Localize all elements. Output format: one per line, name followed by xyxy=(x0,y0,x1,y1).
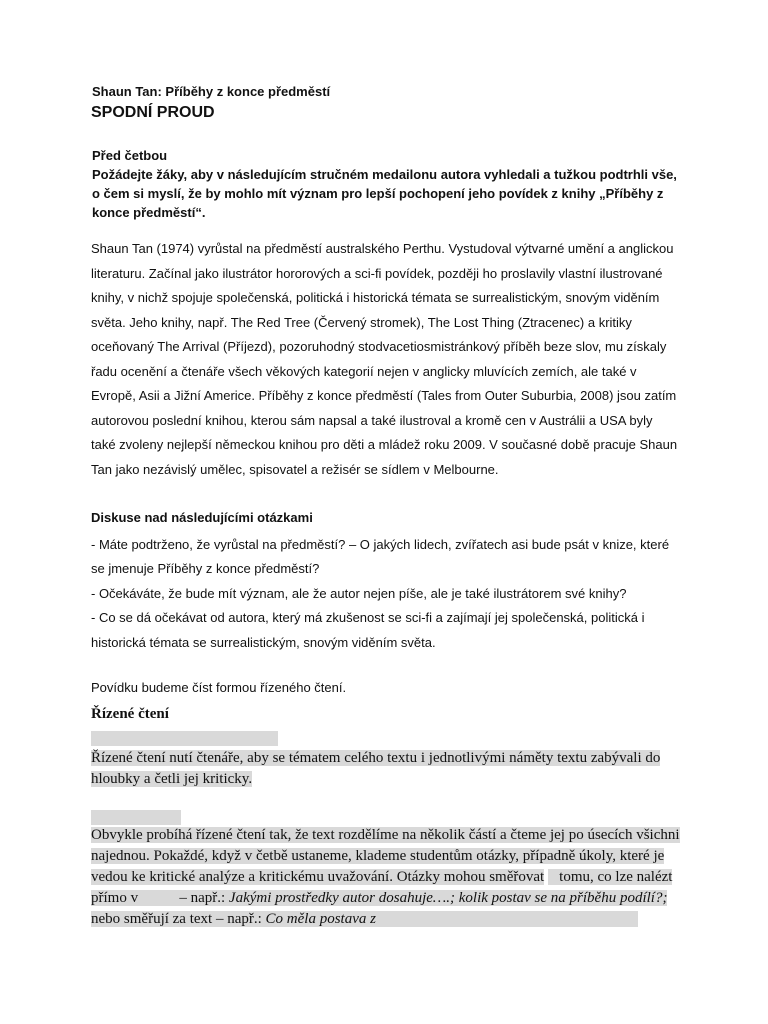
guided-reading-paragraph-2 xyxy=(91,825,681,930)
text-span: tomu, co lze nalézt přímo v xyxy=(91,869,673,906)
highlighted-text: Obvykle probíhá řízené čtení tak, že text rozdělíme na několik částí a čteme jej po úsecích všichni najednou. Pokaždé, když v četbě ustaneme, klademe studentům otázky, případně úkoly, které je vedou ke kritické analýze a kritickému uvažování. Otázky mohou směřovat xyxy=(91,827,680,885)
italic-text: Jakými prostředky autor dosahuje….; kolik postav se na příběhu podílí?; xyxy=(228,890,668,906)
discussion-questions xyxy=(91,533,676,655)
highlight-bar xyxy=(91,810,181,825)
question-item: - Očekáváte, že bude mít význam, ale že autor nejen píše, ale je také ilustrátorem své knihy? xyxy=(91,585,627,601)
author-bio-paragraph: Shaun Tan (1974) vyrůstal na předměstí australského Perthu. Vystudoval výtvarné umění a anglickou literaturu. Začínal jako ilustrátor hororových a sci-fi povídek, později ho proslavily vlastní ilustrované knihy, v nichž spojuje společenská, politická i historická témata se surrealistickým, snovým viděním světa. Jeho knihy, např. The Red Tree (Červený stromek), The Lost Thing (Ztracenec) a kritiky oceňovaný The Arrival (Příjezd), pozoruhodný stodvacetiosmistránkový příběh beze slov, mu získaly řadu ocenění a čtenáře všech věkových kategorií nejen v anglicky mluvících zemích, ale také v Evropě, Asii a Jižní Americe. Příběhy z konce předměstí (Tales from Outer Suburbia, 2008) jsou zatím autorovou poslední knihou, kterou sám napsal a také ilustroval a kromě cen v Austrálii a USA byly také zvoleny nejlepší německou knihou pro děti a mládež roku 2009. V současné době pracuje Shaun Tan jako nezávislý umělec, spisovatel a režisér se sídlem v Melbourne. xyxy=(91,241,678,477)
before-reading-heading: Před četbou xyxy=(92,148,168,163)
document-subtitle: Shaun Tan: Příběhy z konce předměstí xyxy=(92,84,331,99)
italic-text: Co měla postava z xyxy=(265,911,376,927)
text-span: nebo směřují za text – např.: xyxy=(91,911,262,927)
question-item: - Co se dá očekávat od autora, který má zkušenost se sci-fi a zajímají jej společenská, politická i historická témata se surrealistickým, snovým viděním světa. xyxy=(91,610,645,650)
highlight-bar xyxy=(91,731,278,746)
text-span: – např.: xyxy=(179,890,226,906)
guided-reading-title: Řízené čtení xyxy=(91,706,169,722)
instruction-paragraph: Požádejte žáky, aby v následujícím stručném medailonu autora vyhledali a tužkou podtrhli vše, o čem si myslí, že by mohlo mít význam pro lepší pochopení jeho povídek z knihy „Příběhy z konce předměstí“. xyxy=(92,167,677,220)
reading-mode-line: Povídku budeme číst formou řízeného čtení. xyxy=(91,680,347,695)
document-title: SPODNÍ PROUD xyxy=(91,104,215,121)
highlighted-text: Řízené čtení nutí čtenáře, aby se tématem celého textu i jednotlivými náměty textu zabývali do hloubky a četli jej kriticky. xyxy=(91,750,661,787)
discussion-heading: Diskuse nad následujícími otázkami xyxy=(91,510,313,525)
question-item: - Máte podtrženo, že vyrůstal na předměstí? – O jakých lidech, zvířatech asi bude psát v knize, které se jmenuje Příběhy z konce předměstí? xyxy=(91,537,670,577)
guided-reading-paragraph-1 xyxy=(91,748,681,790)
